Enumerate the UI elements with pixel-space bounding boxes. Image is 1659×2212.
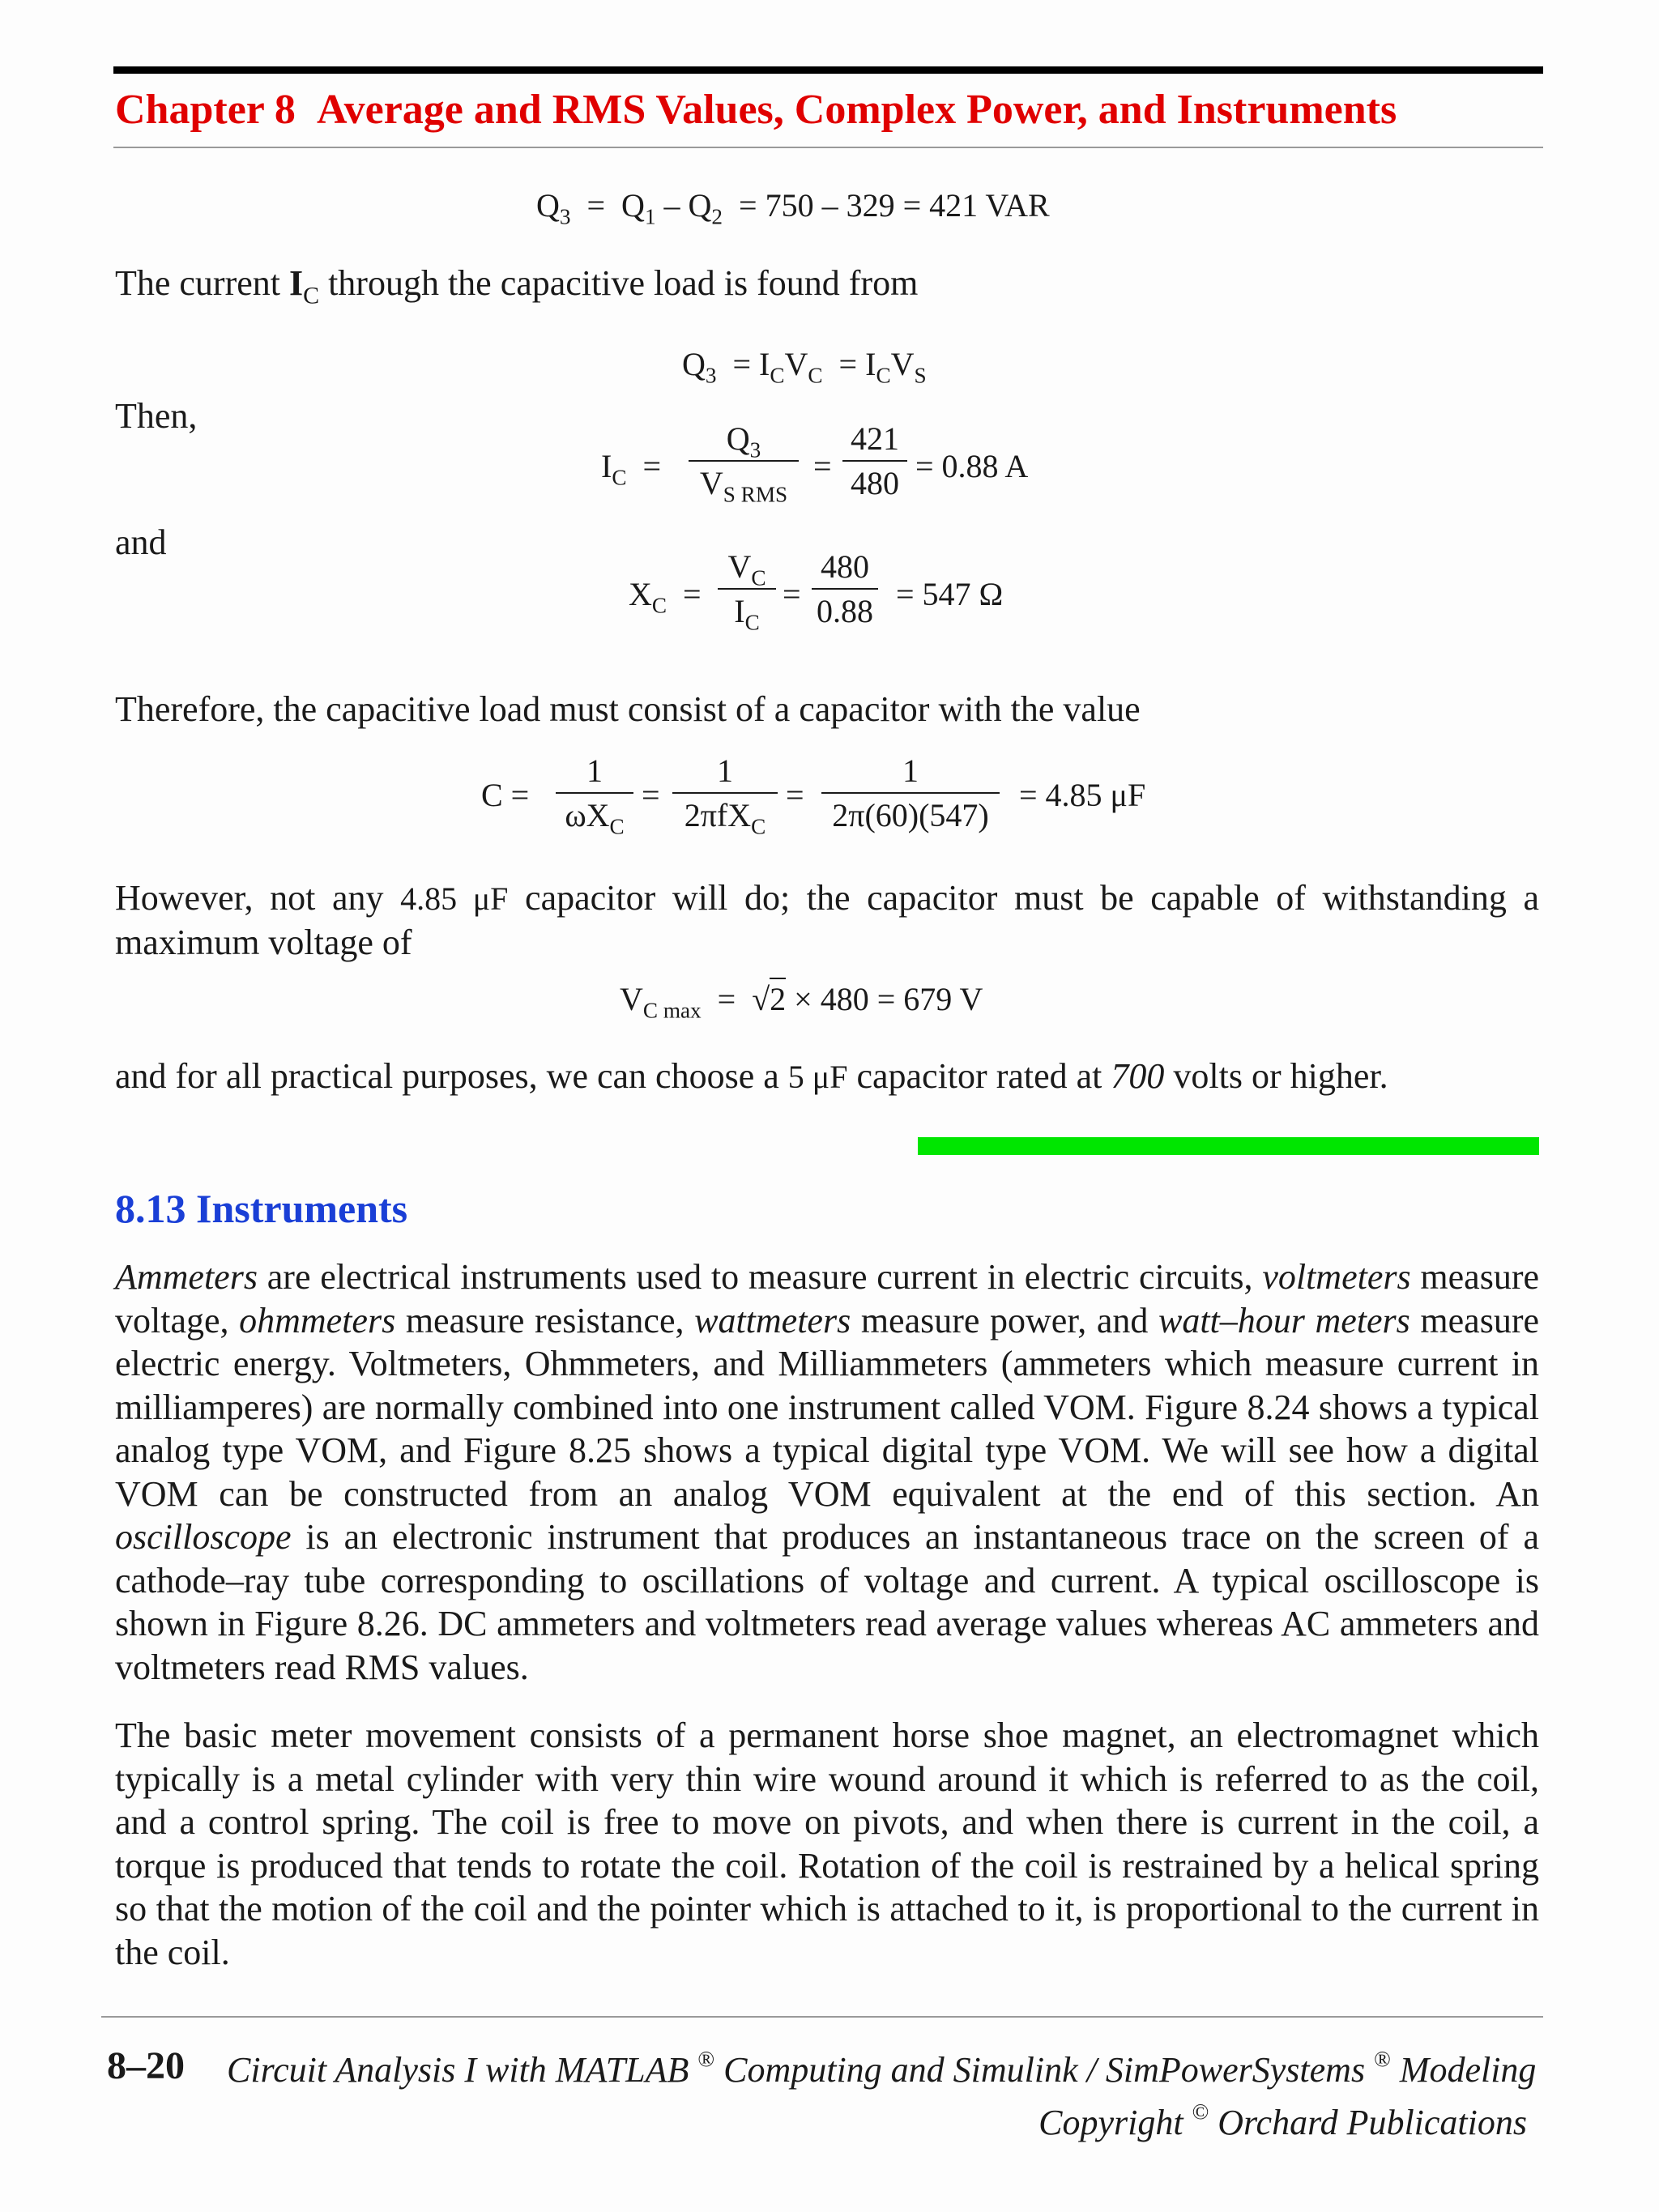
chapter-title: Average and RMS Values, Complex Power, and Instruments [316, 87, 1397, 133]
text-and: and [115, 522, 167, 562]
equation-vc-max: $V_{C max} = √2 \times 480 = 679$ V [620, 980, 983, 1018]
text-then: Then, [115, 396, 198, 436]
fraction-1-over-2pi-60-547: 1 2π(60)(547) [821, 752, 1000, 834]
equation-ic: $I_C$ = $Q_3$ $V_{S RMS}$ = 421 480 = 0.88 A [601, 420, 1029, 507]
fraction-q3-over-vs: $Q_3$ $V_{S RMS}$ [689, 420, 799, 502]
fraction-421-over-480: 421 480 [842, 420, 907, 502]
chapter-number: Chapter 8 [115, 87, 296, 133]
header-divider [113, 147, 1543, 148]
text-current-ic: The current $I_C$ through the capacitive load is found from [115, 263, 919, 309]
text-however: However, not any 4.85 μF capacitor will do; the capacitor must be capable of withstanding a maximum voltage of [115, 878, 1539, 962]
equation-xc: $X_C$ = $V_C$ $I_C$ = 480 0.88 = 547 Ω [629, 548, 1004, 635]
header-top-rule [113, 66, 1543, 74]
paragraph-meter-movement: The basic meter movement consists of a permanent horse shoe magnet, an electromagnet which typically is a metal cylinder with very thin wire wound around it which is referred to as the coil, and a control spring. The coil is free to move on pivots, and when there is current in the coil, a torque is produced that tends to rotate the coil. Rotation of the coil is restrained by a helical spring so that the motion of the coil and the pointer which is attached to it, is proportional to the current in the coil. [115, 1715, 1539, 1972]
text-therefore: Therefore, the capacitive load must consist of a capacitor with the value [115, 689, 1141, 729]
text-practical: and for all practical purposes, we can choose a 5 μF capacitor rated at 700 volts or higher. [115, 1056, 1388, 1096]
footer-copyright: Copyright © Orchard Publications [1038, 2099, 1527, 2143]
equation-q3-difference: $Q_3 = Q_1 - Q_2 = 750 - 329 = 421$ VAR [536, 187, 1050, 229]
fraction-480-over-088: 480 0.88 [812, 548, 878, 630]
fraction-1-over-wxc: 1 $\omega X_C$ [556, 752, 633, 834]
chapter-header [115, 86, 1397, 134]
fraction-1-over-2pifxc: 1 2πfX$_C$ [672, 752, 778, 834]
end-of-example-marker [918, 1137, 1539, 1155]
fraction-vc-over-ic: $V_C$ $I_C$ [718, 548, 776, 630]
equation-q3-product: $Q_3 = I_CV_C = I_CV_S$ [682, 346, 927, 388]
section-heading: 8.13 Instruments [115, 1186, 408, 1231]
paragraph-instruments: Ammeters are electrical instruments used to measure current in electric circuits, voltmeters measure voltage, ohmmeters measure resistance, wattmeters measure power, and watt–hour meters measure electric energy. Voltmeters, Ohmmeters, and Milliammeters (ammeters which measure current in milliamperes) are normally combined into one instrument called VOM. Figure 8.24 shows a typical analog type VOM, and Figure 8.25 shows a typical digital type VOM. We will see how a digital VOM can be constructed from an analog VOM equivalent at the end of this section. An oscilloscope is an electronic instrument that produces an instantaneous trace on the screen of a cathode–ray tube corresponding to oscillations of voltage and current. A typical oscilloscope is shown in Figure 8.26. DC ammeters and voltmeters read average values whereas AC ammeters and voltmeters read RMS values. [115, 1257, 1540, 1687]
page-number: 8–20 [107, 2044, 185, 2087]
equation-capacitance: C = 1 $\omega X_C$ = 1 2πfX$_C$ = 1 2π(60)(547) = 4.85 μF [481, 752, 1146, 839]
footer-book-title: Circuit Analysis I with MATLAB ® Computing and Simulink / SimPowerSystems ® Modeling [227, 2047, 1537, 2091]
footer-divider [101, 2016, 1543, 2018]
